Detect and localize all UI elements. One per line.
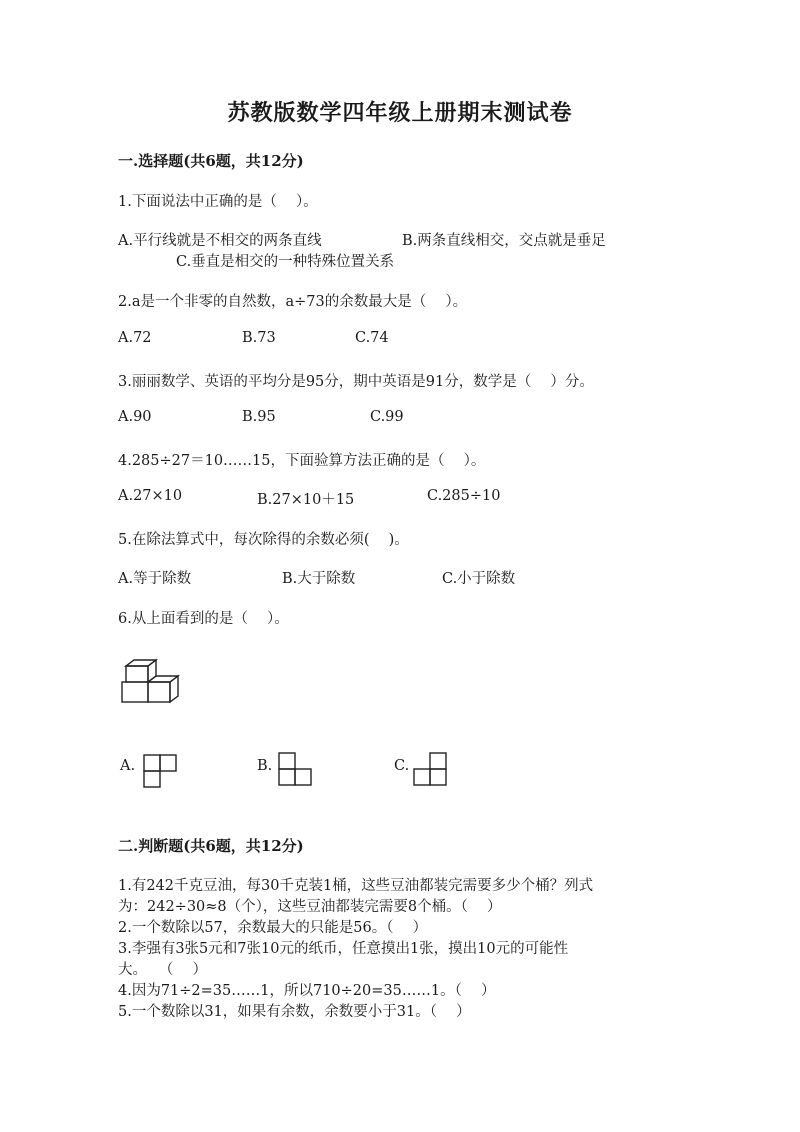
question-5-option-c: C.小于除数	[442, 571, 516, 587]
cube-stack-figure	[120, 660, 182, 704]
question-4-option-b: B.27×10＋15	[257, 492, 355, 508]
judge-line-7: 5.一个数除以31，如果有余数，余数要小于31。（ ）	[118, 1004, 471, 1020]
question-2-option-b: B.73	[242, 330, 276, 346]
question-5-stem: 5.在除法算式中，每次除得的余数必须( )。	[118, 532, 409, 548]
judge-line-5: 大。 （ ）	[118, 962, 207, 978]
view-option-b-icon	[279, 753, 313, 787]
question-2-stem: 2.a是一个非零的自然数，a÷73的余数最大是（ ）。	[118, 294, 468, 310]
question-3-option-c: C.99	[370, 409, 404, 425]
question-4-option-a: A.27×10	[118, 488, 183, 504]
question-3-stem: 3.丽丽数学、英语的平均分是95分，期中英语是91分，数学是（ ）分。	[118, 374, 594, 390]
question-5-option-b: B.大于除数	[282, 571, 356, 587]
question-1-stem: 1.下面说法中正确的是（ ）。	[118, 194, 318, 210]
question-2-option-a: A.72	[118, 330, 152, 346]
question-3-option-a: A.90	[118, 409, 152, 425]
question-6-stem: 6.从上面看到的是（ ）。	[118, 611, 289, 627]
judge-line-1: 1.有242千克豆油，每30千克装1桶，这些豆油都装完需要多少个桶？列式	[118, 878, 594, 894]
question-6-option-a: A.	[120, 758, 136, 774]
question-1-option-c: C.垂直是相交的一种特殊位置关系	[176, 254, 395, 270]
view-option-c-icon	[414, 753, 448, 787]
question-5-option-a: A.等于除数	[118, 571, 192, 587]
page-title: 苏教版数学四年级上册期末测试卷	[227, 100, 573, 126]
question-1-option-b: B.两条直线相交，交点就是垂足	[402, 233, 606, 249]
judge-line-4: 3.李强有3张5元和7张10元的纸币，任意摸出1张，摸出10元的可能性	[118, 941, 569, 957]
section-heading-choice: 一.选择题(共6题，共12分)	[118, 152, 304, 170]
question-4-stem: 4.285÷27＝10……15，下面验算方法正确的是（ ）。	[118, 453, 486, 469]
section-heading-true-false: 二.判断题(共6题，共12分)	[118, 837, 304, 855]
judge-line-3: 2.一个数除以57，余数最大的只能是56。（ ）	[118, 920, 428, 936]
question-6-option-b: B.	[257, 758, 273, 774]
judge-line-2: 为：242÷30≈8（个），这些豆油都装完需要8个桶。（ ）	[118, 899, 502, 915]
question-6-option-c: C.	[394, 758, 410, 774]
question-4-option-c: C.285÷10	[427, 488, 501, 504]
judge-line-6: 4.因为71÷2=35……1，所以710÷20=35……1。（ ）	[118, 983, 496, 999]
question-3-option-b: B.95	[242, 409, 276, 425]
question-2-option-c: C.74	[355, 330, 389, 346]
view-option-a-icon	[144, 755, 178, 789]
question-1-option-a: A.平行线就是不相交的两条直线	[118, 233, 322, 249]
